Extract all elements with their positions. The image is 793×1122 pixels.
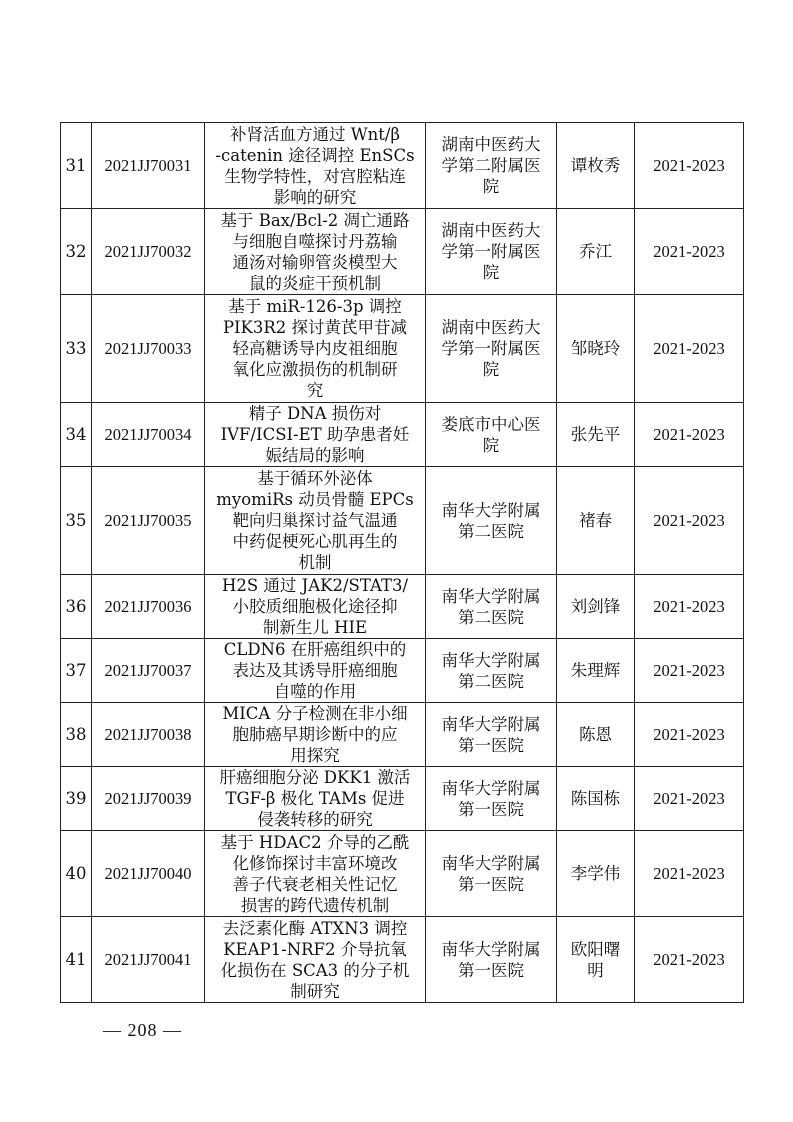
institution-cell: [426, 639, 557, 703]
institution-cell: [426, 123, 557, 209]
table-row: [61, 917, 744, 1003]
project-code-cell: 2021JJ70033: [92, 295, 205, 403]
project-title-line: 肝癌细胞分泌 DKK1 激活: [219, 768, 411, 787]
project-period-cell: 2021-2023: [635, 767, 744, 831]
project-title-line: 影响的研究: [273, 187, 357, 207]
institution-line: 第一医院: [458, 735, 524, 755]
project-title-line: H2S 通过 JAK2/STAT3/: [221, 576, 409, 595]
principal-investigator-cell: [557, 575, 635, 639]
project-code-cell: 2021JJ70034: [92, 403, 205, 467]
project-period-cell: 2021-2023: [635, 917, 744, 1003]
investigator-line: 陈恩: [579, 725, 612, 744]
project-code-cell: 2021JJ70037: [92, 639, 205, 703]
principal-investigator-cell: [557, 831, 635, 917]
project-period-cell: 2021-2023: [635, 703, 744, 767]
institution-line: 湖南中医药大: [441, 135, 541, 154]
institution-line: 湖南中医药大: [441, 318, 541, 337]
project-code-cell: 2021JJ70038: [92, 703, 205, 767]
project-period-cell: 2021-2023: [635, 467, 744, 575]
investigator-line: 朱理辉: [570, 661, 621, 680]
project-title-line: PIK3R2 探讨黄芪甲苷减: [222, 318, 408, 337]
institution-line: 第一医院: [458, 874, 524, 894]
investigator-line: 李学伟: [570, 864, 621, 883]
investigator-line: 乔江: [579, 242, 612, 261]
institution-cell: [426, 917, 557, 1003]
project-title-line: 制新生儿 HIE: [262, 618, 368, 637]
project-code-cell: 2021JJ70032: [92, 209, 205, 295]
principal-investigator-cell: [557, 767, 635, 831]
project-title-line: 精子 DNA 损伤对: [248, 404, 382, 423]
project-period-cell: 2021-2023: [635, 403, 744, 467]
row-number-cell: 35: [61, 467, 92, 575]
project-title-cell: [205, 917, 426, 1003]
project-title-line: 损害的跨代遗传机制: [240, 895, 390, 915]
project-title-line: 自噬的作用: [273, 682, 357, 701]
institution-line: 学第二附属医: [441, 156, 541, 175]
project-title-cell: [205, 575, 426, 639]
principal-investigator-cell: [557, 123, 635, 209]
row-number-cell: 38: [61, 703, 92, 767]
project-code-cell: 2021JJ70040: [92, 831, 205, 917]
project-title-line: MICA 分子检测在非小细: [222, 704, 408, 723]
principal-investigator-cell: [557, 403, 635, 467]
project-title-line: 小胶质细胞极化途径抑: [232, 597, 398, 616]
table-row: [61, 639, 744, 703]
project-period-cell: 2021-2023: [635, 209, 744, 295]
institution-cell: [426, 295, 557, 403]
institution-line: 院: [482, 435, 500, 455]
project-title-line: 表达及其诱导肝癌细胞: [232, 661, 398, 680]
table-row: [61, 575, 744, 639]
row-number-cell: 32: [61, 209, 92, 295]
project-title-line: 究: [306, 381, 324, 400]
project-title-cell: [205, 295, 426, 403]
project-code-cell: 2021JJ70039: [92, 767, 205, 831]
project-code-cell: 2021JJ70036: [92, 575, 205, 639]
principal-investigator-cell: [557, 295, 635, 403]
investigator-line: 欧阳曙: [570, 939, 621, 959]
principal-investigator-cell: [557, 639, 635, 703]
table-row: [61, 767, 744, 831]
table-row: [61, 403, 744, 467]
investigator-line: 张先平: [570, 425, 621, 444]
institution-line: 第二医院: [458, 671, 524, 691]
project-code-cell: 2021JJ70031: [92, 123, 205, 209]
project-title-cell: [205, 703, 426, 767]
project-title-cell: [205, 209, 426, 295]
project-title-cell: [205, 831, 426, 917]
row-number-cell: 34: [61, 403, 92, 467]
investigator-line: 陈国栋: [570, 789, 621, 808]
project-title-line: KEAP1-NRF2 介导抗氧: [223, 939, 407, 959]
row-number-cell: 36: [61, 575, 92, 639]
project-title-line: 通汤对输卵管炎模型大: [232, 252, 398, 272]
project-title-line: CLDN6 在肝癌组织中的: [223, 640, 407, 659]
table-row: [61, 831, 744, 917]
investigator-line: 邹晓玲: [570, 339, 621, 358]
project-title-cell: [205, 639, 426, 703]
institution-cell: [426, 467, 557, 575]
institution-line: 院: [482, 177, 500, 196]
project-title-line: 基于 miR-126-3p 调控: [228, 297, 402, 316]
principal-investigator-cell: [557, 703, 635, 767]
row-number-cell: 40: [61, 831, 92, 917]
project-title-line: 侵袭转移的研究: [257, 810, 373, 829]
project-title-line: TGF-β 极化 TAMs 促进: [225, 789, 405, 808]
project-title-cell: [205, 123, 426, 209]
principal-investigator-cell: [557, 209, 635, 295]
project-title-line: 化修饰探讨丰富环境改: [232, 853, 398, 873]
institution-line: 第一医院: [458, 960, 524, 980]
project-title-line: 氧化应激损伤的机制研: [232, 360, 398, 379]
table-row: [61, 467, 744, 575]
institution-line: 娄底市中心医: [441, 414, 541, 434]
project-title-cell: [205, 467, 426, 575]
project-title-line: 娠结局的影响: [265, 446, 365, 465]
project-title-line: 补肾活血方通过 Wnt/β: [229, 124, 401, 144]
row-number-cell: 31: [61, 123, 92, 209]
project-period-cell: 2021-2023: [635, 831, 744, 917]
institution-line: 南华大学附属: [441, 650, 541, 670]
project-title-line: 轻高糖诱导内皮祖细胞: [232, 339, 398, 358]
row-number-cell: 41: [61, 917, 92, 1003]
institution-line: 第二医院: [458, 607, 524, 627]
project-period-cell: 2021-2023: [635, 639, 744, 703]
project-code-cell: 2021JJ70035: [92, 467, 205, 575]
project-title-line: 善子代衰老相关性记忆: [232, 874, 398, 894]
project-title-cell: [205, 767, 426, 831]
project-title-line: 胞肺癌早期诊断中的应: [232, 725, 398, 744]
investigator-line: 刘剑锋: [570, 597, 621, 616]
institution-line: 南华大学附属: [441, 853, 541, 873]
page-number: — 208 —: [103, 1020, 182, 1040]
table-row: [61, 703, 744, 767]
institution-line: 学第一附属医: [441, 339, 541, 358]
institution-line: 第一医院: [458, 799, 524, 819]
institution-cell: [426, 831, 557, 917]
project-title-line: 鼠的炎症干预机制: [249, 273, 381, 293]
project-title-line: 去泛素化酶 ATXN3 调控: [222, 918, 408, 938]
row-number-cell: 39: [61, 767, 92, 831]
project-period-cell: 2021-2023: [635, 123, 744, 209]
institution-line: 院: [482, 263, 500, 282]
institution-line: 南华大学附属: [441, 778, 541, 798]
institution-line: 南华大学附属: [441, 500, 541, 520]
institution-cell: [426, 403, 557, 467]
row-number-cell: 37: [61, 639, 92, 703]
institution-line: 第二医院: [458, 521, 524, 541]
project-title-line: 基于循环外泌体: [257, 469, 373, 488]
project-title-line: myomiRs 动员骨髓 EPCs: [216, 490, 414, 509]
institution-cell: [426, 575, 557, 639]
institution-cell: [426, 767, 557, 831]
institution-line: 南华大学附属: [441, 586, 541, 606]
institution-line: 南华大学附属: [441, 939, 541, 959]
institution-line: 院: [482, 360, 500, 379]
project-code-cell: 2021JJ70041: [92, 917, 205, 1003]
project-title-line: 基于 Bax/Bcl-2 凋亡通路: [220, 210, 410, 230]
row-number-cell: 33: [61, 295, 92, 403]
investigator-line: 谭枚秀: [570, 156, 621, 175]
project-title-line: 靶向归巢探讨益气温通: [232, 511, 398, 530]
table-row: [61, 123, 744, 209]
institution-cell: [426, 209, 557, 295]
investigator-line: 明: [587, 960, 604, 980]
project-period-cell: 2021-2023: [635, 295, 744, 403]
institution-line: 湖南中医药大: [441, 221, 541, 240]
project-title-line: 中药促梗死心肌再生的: [232, 532, 398, 551]
project-title-cell: [205, 403, 426, 467]
project-title-line: 机制: [298, 553, 332, 572]
institution-cell: [426, 703, 557, 767]
project-title-line: 化损伤在 SCA3 的分子机: [220, 960, 410, 980]
principal-investigator-cell: [557, 467, 635, 575]
project-period-cell: 2021-2023: [635, 575, 744, 639]
project-title-line: 制研究: [290, 981, 340, 1001]
principal-investigator-cell: [557, 917, 635, 1003]
project-title-line: 生物学特性，对宫腔粘连: [224, 166, 406, 186]
project-title-line: IVF/ICSI-ET 助孕患者妊: [220, 425, 410, 444]
project-title-line: 基于 HDAC2 介导的乙酰: [220, 832, 410, 852]
institution-line: 南华大学附属: [441, 714, 541, 734]
table-row: [61, 209, 744, 295]
institution-line: 学第一附属医: [441, 242, 541, 261]
table-row: [61, 295, 744, 403]
table-body: [61, 123, 744, 1003]
project-title-line: 用探究: [290, 746, 340, 765]
investigator-line: 褚春: [579, 511, 612, 530]
project-table: [60, 122, 744, 1003]
project-title-line: -catenin 途径调控 EnSCs: [215, 145, 415, 165]
project-title-line: 与细胞自噬探讨丹荔输: [232, 231, 398, 251]
